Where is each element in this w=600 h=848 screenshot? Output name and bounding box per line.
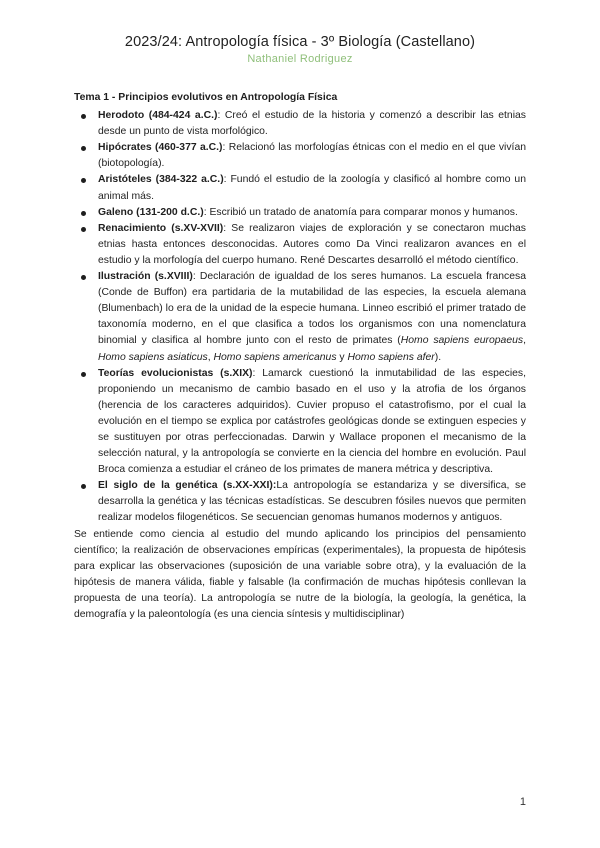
- bullet-item-renacimiento: [74, 221, 526, 269]
- bullet-term: Ilustración (s.XVIII): [98, 271, 193, 283]
- history-bullet-list: [74, 108, 526, 526]
- science-definition-paragraph: Se entiende como ciencia al estudio del mundo aplicando los principios del pensamiento científico; la realización de observaciones empíricas (experimentales), la propuesta de hipótesis para explicar las observaciones (suposición de una variable sobre otra), y la evaluación de la hipótesis de manera válida, fiable y falsable (la confirmación de muchas hipótesis conllevan la propuesta de una teoría). La antropología se nutre de la biología, la geología, la genética, la demografía y la paleontología (es una ciencia síntesis y multidisciplinar): [74, 528, 526, 620]
- bullet-dot-icon: [81, 484, 86, 489]
- document-header-title: 2023/24: Antropología física - 3º Biología (Castellano): [124, 34, 476, 50]
- bullet-text: : Relacionó las morfologías étnicas con el medio en el que vivían (biotopología).: [98, 142, 526, 170]
- bullet-term: Renacimiento (s.XV-XVII): [98, 222, 224, 234]
- bullet-tail: ).: [434, 351, 442, 363]
- bullet-item-ilustracion: [74, 269, 526, 366]
- document-content: [74, 90, 526, 623]
- section-title: Tema 1 - Principios evolutivos en Antropología Física: [74, 92, 338, 103]
- bullet-term: Galeno (131-200 d.C.): [98, 206, 204, 218]
- bullet-term: Herodoto (484-424 a.C.): [98, 110, 218, 122]
- bullet-dot-icon: [81, 146, 86, 151]
- separator: y: [336, 351, 348, 363]
- bullet-text: : Se realizaron viajes de exploración y se conectaron muchas etnias hasta entonces desconocidas. Autores como Da Vinci realizaron avances en el estudio y la morfología del cuerpo humano. René Descartes desarrolló el método científico.: [98, 222, 526, 266]
- bullet-item-galeno: [74, 205, 526, 221]
- bullet-term: Teorías evolucionistas (s.XIX): [98, 367, 253, 379]
- bullet-dot-icon: [81, 275, 86, 280]
- separator: ,: [207, 351, 214, 363]
- bullet-dot-icon: [81, 178, 86, 183]
- species-name: Homo sapiens afer: [347, 351, 435, 363]
- bullet-item-siglo-genetica: [74, 478, 526, 526]
- species-name: Homo sapiens asiaticus: [98, 351, 208, 363]
- bullet-text: La antropología se estandariza y se diversifica, se desarrolla la genética y las técnicas estadísticas. Se descubren fósiles nuevos que permiten realizar modelos filogenéticos. Se secuencian genomas humanos modernos y antiguos.: [98, 480, 527, 524]
- bullet-dot-icon: [81, 372, 86, 377]
- bullet-text: : Fundó el estudio de la zoología y clasificó al hombre como un animal más.: [98, 174, 526, 202]
- bullet-term: Aristóteles (384-322 a.C.): [98, 174, 224, 186]
- bullet-dot-icon: [81, 114, 86, 119]
- bullet-item-aristoteles: [74, 172, 526, 204]
- bullet-dot-icon: [81, 211, 86, 216]
- species-name: Homo sapiens americanus: [213, 351, 337, 363]
- document-author: Nathaniel Rodriguez: [247, 53, 353, 65]
- bullet-text: : Declaración de igualdad de los seres humanos. La escuela francesa (Conde de Buffon) era partidaria de la mutabilidad de las especies, la escuela alemana (Blumenbach) lo era de la unidad de la especie humana. Linneo escribió el primer tratado de taxonomía moderno, en el que clasifica a todos los organismos con una nomenclatura binomial y clasifica al hombre junto con el resto de primates (: [98, 271, 526, 347]
- bullet-text: : Lamarck cuestionó la inmutabilidad de las especies, proponiendo un mecanismo de cambio basado en el uso y la atrofia de los órganos (herencia de los caracteres adquiridos). Cuvier propuso el catastrofismo, por el cual la evolución en el tiempo se explica por catástrofes geológicas donde se extinguen especies y se sustituyen por otras perfeccionadas. Darwin y Wallace proponen el mecanismo de la selección natural, y la antropología se convierte en la ciencia del hombre en evolución. Paul Broca comienza a estudiar el cráneo de los primates de manera métrica y descriptiva.: [98, 367, 527, 476]
- bullet-item-herodoto: [74, 108, 526, 140]
- bullet-text: : Creó el estudio de la historia y comenzó a describir las etnias desde un punto de vista morfológico.: [98, 110, 526, 138]
- page-number: 1: [519, 796, 526, 808]
- bullet-term: Hipócrates (460-377 a.C.): [98, 142, 223, 154]
- species-name: Homo sapiens europaeus: [400, 335, 524, 347]
- bullet-text: : Escribió un tratado de anatomía para comparar monos y humanos.: [203, 206, 518, 218]
- bullet-item-teorias-evolucionistas: [74, 366, 526, 479]
- bullet-term: El siglo de la genética (s.XX-XXI):: [98, 480, 277, 492]
- separator: ,: [523, 335, 526, 347]
- bullet-dot-icon: [81, 227, 86, 232]
- bullet-item-hipocrates: [74, 140, 526, 172]
